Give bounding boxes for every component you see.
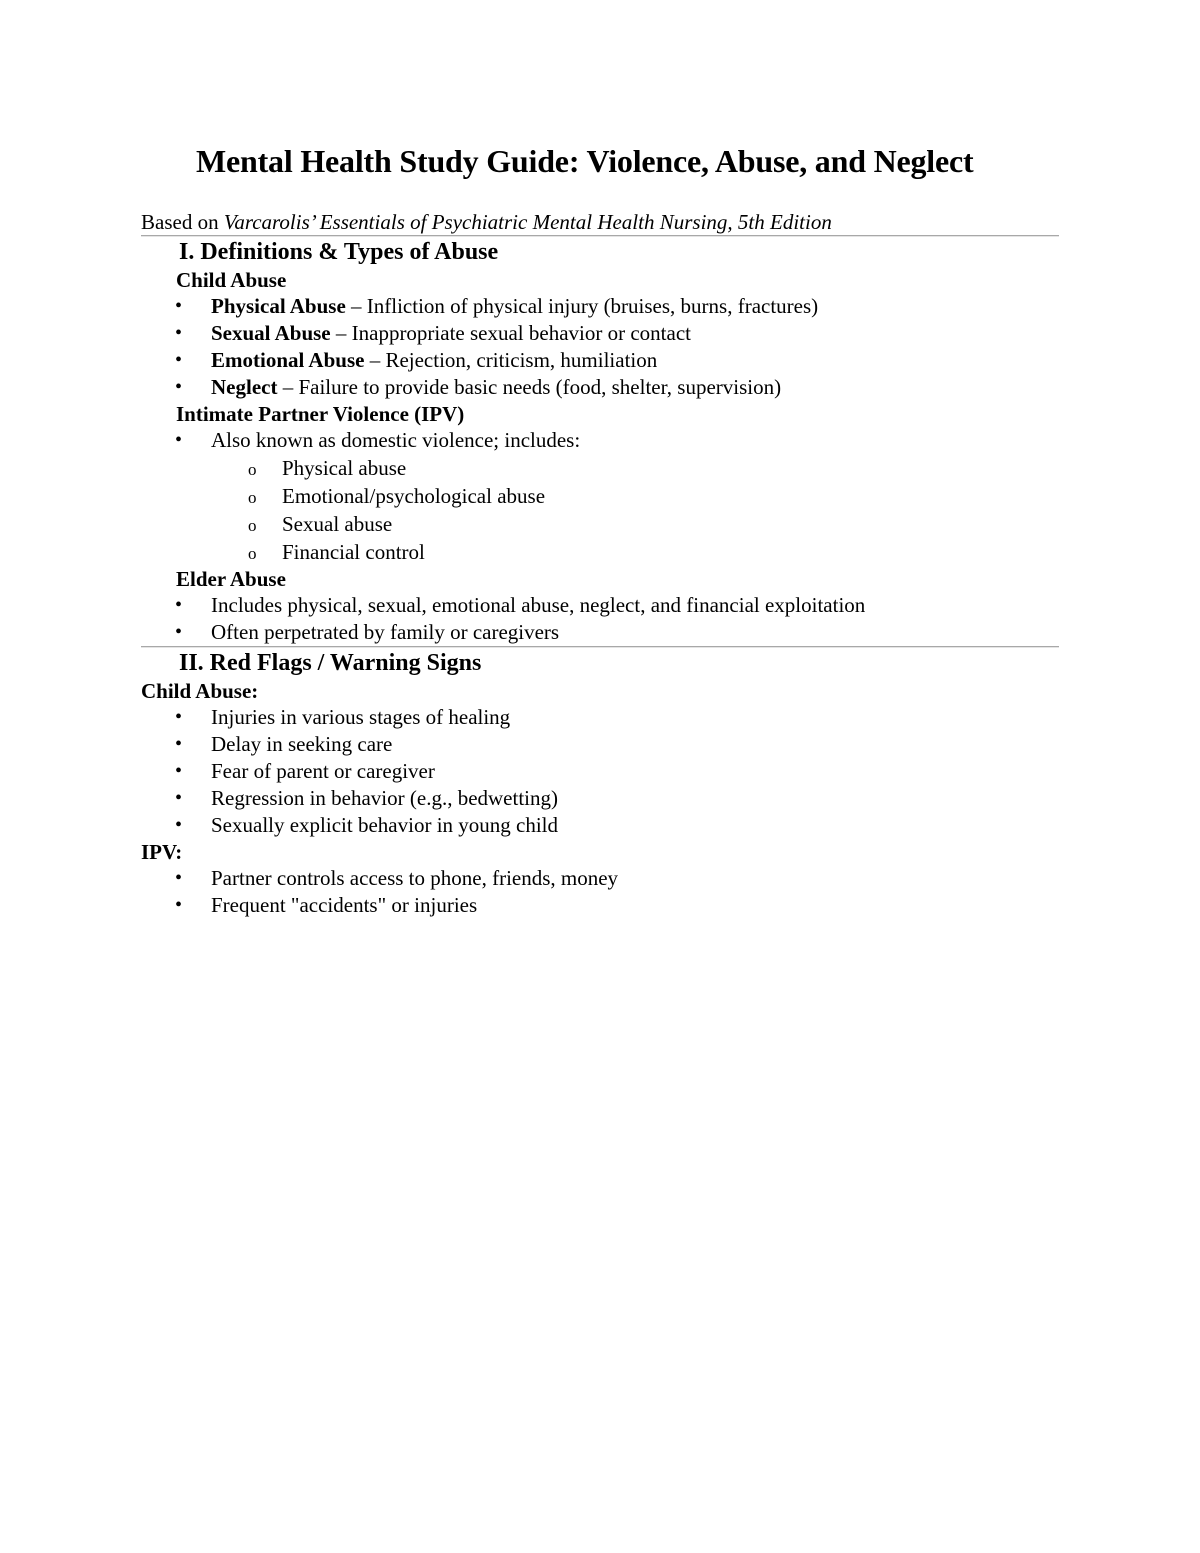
list-item: [141, 347, 1059, 374]
bullet-icon: •: [175, 787, 183, 809]
subheading-child-abuse-signs: Child Abuse:: [141, 679, 259, 703]
page-title: Mental Health Study Guide: Violence, Abuse, and Neglect: [196, 143, 974, 179]
circle-bullet-icon: o: [248, 544, 257, 563]
child-abuse-signs-list: [141, 704, 1059, 839]
list-item-text: Injuries in various stages of healing: [211, 705, 511, 729]
bullet-icon: •: [175, 706, 183, 728]
subheading-child-abuse: Child Abuse: [176, 268, 287, 292]
circle-bullet-icon: o: [248, 516, 257, 535]
document-page: [141, 140, 1059, 919]
bullet-icon: •: [175, 349, 183, 371]
subtitle: [141, 209, 1059, 235]
list-item: [141, 865, 1059, 892]
list-item: [141, 731, 1059, 758]
list-item: [141, 812, 1059, 839]
definition: – Inappropriate sexual behavior or contact: [330, 321, 691, 345]
sub-list-item-text: Physical abuse: [282, 456, 407, 480]
bullet-icon: •: [175, 594, 183, 616]
list-item-text: Regression in behavior (e.g., bedwetting): [211, 786, 558, 810]
list-item-text: Frequent "accidents" or injuries: [211, 893, 478, 917]
list-item-text: Fear of parent or caregiver: [211, 759, 435, 783]
bullet-icon: •: [175, 894, 183, 916]
list-item-text: Delay in seeking care: [211, 732, 393, 756]
term: Sexual Abuse: [211, 321, 331, 345]
ipv-list: [141, 427, 1059, 454]
bullet-icon: •: [175, 376, 183, 398]
circle-bullet-icon: o: [248, 460, 257, 479]
bullet-icon: •: [175, 867, 183, 889]
list-item: [141, 427, 1059, 454]
list-item-text: Includes physical, sexual, emotional abuse, neglect, and financial exploitation: [211, 593, 866, 617]
child-abuse-types-list: [141, 293, 1059, 401]
sub-list-item: [141, 538, 1059, 566]
subheading-ipv-signs: IPV:: [141, 840, 183, 864]
subtitle-prefix: Based on: [141, 210, 224, 234]
circle-bullet-icon: o: [248, 488, 257, 507]
list-item: [141, 293, 1059, 320]
list-item: [141, 892, 1059, 919]
list-item: [141, 785, 1059, 812]
subheading-ipv: Intimate Partner Violence (IPV): [176, 402, 465, 426]
sub-list-item-text: Emotional/psychological abuse: [282, 484, 546, 508]
term: Emotional Abuse: [211, 348, 365, 372]
list-item: [141, 320, 1059, 347]
list-item-text: Partner controls access to phone, friends, money: [211, 866, 619, 890]
ipv-sublist: [141, 454, 1059, 566]
sub-list-item: [141, 482, 1059, 510]
sub-list-item-text: Financial control: [282, 540, 425, 564]
bullet-icon: •: [175, 760, 183, 782]
definition: – Failure to provide basic needs (food, shelter, supervision): [277, 375, 782, 399]
section-title-red-flags: II. Red Flags / Warning Signs: [179, 650, 482, 676]
sub-list-item: [141, 454, 1059, 482]
elder-abuse-list: [141, 592, 1059, 646]
bullet-icon: •: [175, 733, 183, 755]
ipv-signs-list: [141, 865, 1059, 919]
list-item: [141, 758, 1059, 785]
bullet-icon: •: [175, 322, 183, 344]
list-item: [141, 704, 1059, 731]
term: Physical Abuse: [211, 294, 346, 318]
list-item: [141, 592, 1059, 619]
bullet-icon: •: [175, 814, 183, 836]
section-title-definitions: I. Definitions & Types of Abuse: [179, 239, 499, 265]
list-item: [141, 374, 1059, 401]
subheading-elder-abuse: Elder Abuse: [176, 567, 286, 591]
sub-list-item-text: Sexual abuse: [282, 512, 393, 536]
term: Neglect: [211, 375, 278, 399]
list-item-text: Often perpetrated by family or caregivers: [211, 620, 560, 644]
list-item-text: Also known as domestic violence; includes:: [211, 428, 581, 452]
definition: – Rejection, criticism, humiliation: [364, 348, 658, 372]
subtitle-book-title: Varcarolis’ Essentials of Psychiatric Mental Health Nursing, 5th Edition: [223, 210, 832, 234]
bullet-icon: •: [175, 621, 183, 643]
definition: – Infliction of physical injury (bruises, burns, fractures): [345, 294, 819, 318]
bullet-icon: •: [175, 429, 183, 451]
sub-list-item: [141, 510, 1059, 538]
list-item: [141, 619, 1059, 646]
list-item-text: Sexually explicit behavior in young child: [211, 813, 559, 837]
bullet-icon: •: [175, 295, 183, 317]
